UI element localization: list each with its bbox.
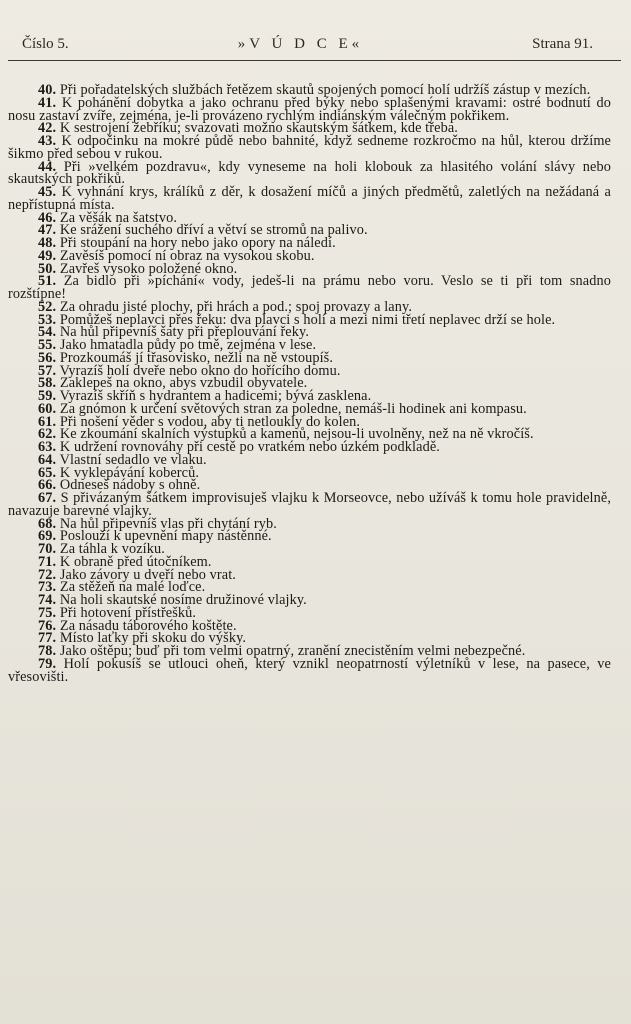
item-text: K obraně před útočníkem. [59, 553, 212, 570]
item-text: K udržení rovnováhy při cestě po vratkém nebo úzkém podkladě. [59, 439, 440, 455]
item-text: Za bidlo při »píchání« vody, jedeš-li na prámu nebo voru. Veslo se ti při tom snadno rozštípne! [8, 273, 611, 302]
item-text: K sestrojení žebříku; svazovati možno skautským šátkem, kde třeba. [59, 120, 458, 137]
item-text: Za stěžeň na malé loďce. [59, 579, 206, 596]
item-text: Na hůl připevníš vlas při chytání ryb. [59, 515, 277, 532]
item-number: 48. [38, 235, 57, 251]
item-text: Jako hmatadla půdy po tmě, zejména v lese. [59, 337, 317, 353]
item-number: 78. [38, 643, 57, 659]
item-text: Při »velkém pozdravu«, kdy vyneseme na holi klobouk za hlasitého volání slávy nebo skautských pokřiků. [8, 158, 611, 188]
item-number: 79. [38, 655, 57, 672]
item-text: Zavěsíš pomocí ní obraz na vysokou skobu. [59, 247, 315, 264]
list-item [8, 275, 611, 301]
item-text: Při stoupání na hory nebo jako opory na náledí. [59, 235, 336, 251]
item-number: 46. [38, 209, 57, 226]
item-number: 55. [38, 337, 57, 353]
item-number: 60. [38, 400, 57, 417]
item-number: 49. [38, 247, 57, 264]
item-number: 64. [38, 451, 57, 468]
item-text: Holí pokusíš se utlouci oheň, který vznikl neopatrností výletníků v lese, na pasece, ve vřesovišti. [8, 655, 611, 685]
item-text: Za ohradu jisté plochy, při hrách a pod.; spoj provazy a lany. [59, 298, 412, 315]
header-rule [8, 60, 621, 61]
item-number: 67. [38, 490, 57, 506]
item-number: 70. [38, 541, 57, 557]
issue-number: Číslo 5. [22, 36, 69, 52]
item-number: 65. [38, 464, 57, 481]
item-number: 75. [38, 604, 57, 621]
item-number: 44. [38, 158, 57, 175]
item-text: Na holi skautské nosíme družinové vlajky. [59, 592, 307, 608]
item-text: Při nošení věder s vodou, aby ti netloukly do kolen. [59, 413, 361, 430]
item-text: Místo laťky při skoku do výšky. [59, 630, 247, 647]
item-text: Za věšák na šatstvo. [59, 209, 177, 226]
list-item [8, 135, 611, 161]
item-number: 45. [38, 184, 57, 200]
item-number: 52. [38, 298, 57, 315]
item-text: K pohánění dobytka a jako ochranu před býky nebo splašenými kravami: ostré bodnutí do nosu zastaví zvíře, zejména, je-li provázeno rychlým indiánským válečným pokřikem. [8, 94, 611, 124]
item-text: Poslouží k upevnění mapy nástěnné. [59, 528, 272, 545]
item-number: 53. [38, 311, 57, 328]
item-number: 77. [38, 630, 57, 647]
item-number: 42. [38, 120, 57, 137]
item-text: K vyklepávání koberců. [59, 464, 200, 481]
item-number: 50. [38, 260, 57, 277]
item-number: 68. [38, 515, 57, 532]
journal-title: »V Ú D C E« [237, 36, 364, 52]
item-number: 40. [38, 82, 57, 98]
item-number: 62. [38, 426, 57, 443]
item-number: 54. [38, 324, 57, 341]
item-number: 57. [38, 362, 57, 379]
item-text: Při pořadatelských službách řetězem skautů spojených pomocí holí udržíš zástup v mezích. [59, 82, 591, 98]
item-number: 63. [38, 439, 57, 455]
item-text: Jako závory u dveří nebo vrat. [59, 566, 236, 583]
page-number: Strana 91. [532, 36, 593, 52]
item-text: Prozkoumáš jí třasovisko, nežli na ně vstoupíš. [59, 349, 333, 366]
item-text: Ke srážení suchého dříví a větví se stromů na palivo. [59, 222, 368, 239]
item-number: 41. [38, 94, 57, 111]
item-number: 43. [38, 133, 57, 149]
item-text: Za násadu táborového koštěte. [59, 617, 237, 634]
item-text: Na hůl připevníš šaty při přeplouvání řeky. [59, 324, 309, 341]
item-number: 61. [38, 413, 57, 430]
list-item [8, 655, 611, 685]
item-text: Zaklepeš na okno, abys vzbudil obyvatele. [59, 375, 308, 392]
list-item [8, 94, 611, 124]
item-number: 76. [38, 617, 57, 634]
page-header [22, 36, 593, 53]
item-number: 72. [38, 566, 57, 583]
item-text: Odneseš nádoby s ohně. [59, 477, 201, 494]
item-text: Při hotovení přístřešků. [59, 604, 197, 621]
item-text: Zavřeš vysoko položené okno. [59, 260, 238, 277]
list-item [8, 158, 611, 188]
item-number: 58. [38, 375, 57, 392]
item-number: 69. [38, 528, 57, 545]
item-text: Vyrazíš skříň s hydrantem a hadicemi; bývá zasklena. [59, 388, 372, 404]
item-number: 73. [38, 579, 57, 596]
item-number: 47. [38, 222, 57, 239]
list-item [8, 186, 611, 212]
item-number: 66. [38, 477, 57, 494]
item-text: K odpočinku na mokré půdě nebo bahnité, když sedneme rozkročmo na hůl, kterou držíme šikmo před sebou v rukou. [8, 133, 611, 162]
item-text: Pomůžeš neplavci přes řeku: dva plavci s holí a mezi nimi třetí neplavec drží se hole. [59, 311, 556, 328]
item-text: Vyrazíš holí dveře nebo okno do hořícího domu. [59, 362, 341, 379]
item-text: S přivázaným šátkem improvisuješ vlajku k Morseovce, nebo užíváš k tomu hole pravidelně, navazuje barevné vlajky. [8, 490, 611, 519]
item-number: 59. [38, 388, 57, 404]
item-text: Za táhla k vozíku. [59, 541, 165, 557]
item-text: K vyhnání krys, králíků z děr, k dosažení míčů a jiných předmětů, zaletlých na nežádaná a nepřístupná místa. [8, 184, 611, 213]
item-number: 51. [38, 273, 57, 290]
item-number: 56. [38, 349, 57, 366]
item-number: 71. [38, 553, 57, 570]
item-text: Jako oštěpu; buď při tom velmi opatrný, zranění znecistěním velmi nebezpečné. [59, 643, 526, 659]
item-text: Ke zkoumání skalních výstupků a kamenů, nejsou-li uvolněny, než na ně vkročíš. [59, 426, 534, 443]
item-text: Za gnómon k určení světových stran za poledne, nemáš-li hodinek ani kompasu. [59, 400, 527, 417]
item-number: 74. [38, 592, 57, 608]
item-text: Vlastní sedadlo ve vlaku. [59, 451, 207, 468]
article-body [8, 84, 611, 683]
list-item [8, 492, 611, 518]
